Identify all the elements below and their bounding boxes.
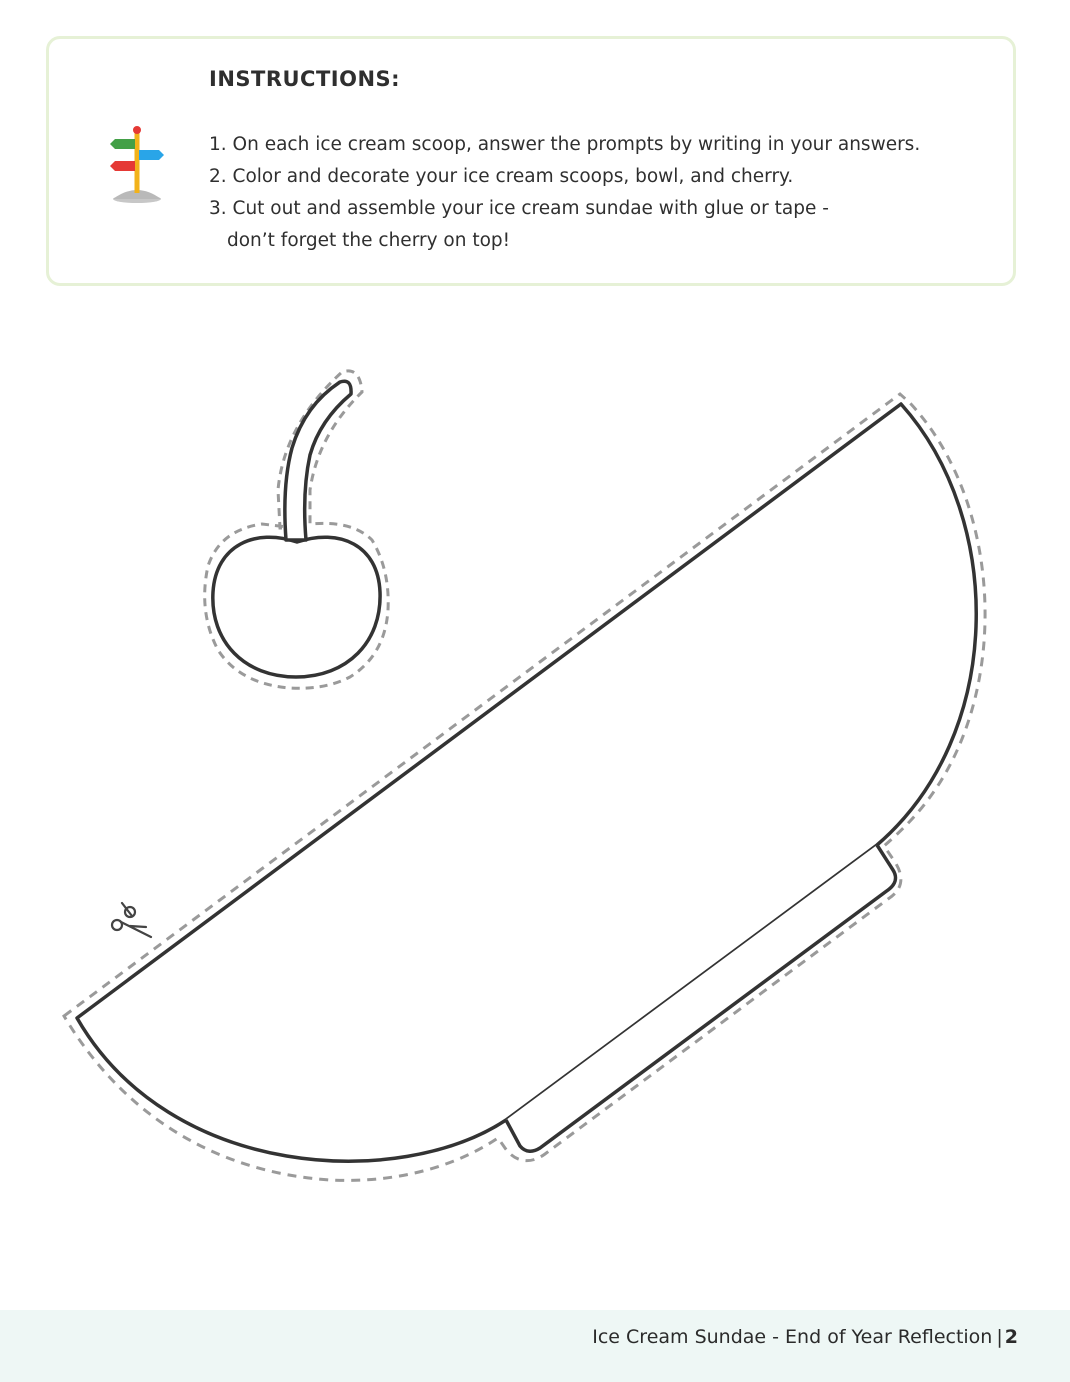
instructions-title: INSTRUCTIONS: (209, 67, 401, 91)
scissors-icon (112, 903, 151, 937)
footer-separator: | (996, 1326, 1003, 1348)
footer-title: Ice Cream Sundae - End of Year Reflection (592, 1326, 993, 1348)
bowl-outline (64, 394, 985, 1180)
page-number: 2 (1004, 1326, 1018, 1348)
instruction-step-1: 1. On each ice cream scoop, answer the prompts by writing in your answers. (209, 134, 921, 155)
footer-text (592, 1326, 1018, 1348)
footer (0, 1310, 1070, 1382)
cherry-outline (205, 371, 389, 688)
instruction-step-3-continued: don’t forget the cherry on top! (227, 230, 511, 251)
instruction-step-2: 2. Color and decorate your ice cream scoops, bowl, and cherry. (209, 166, 794, 187)
instruction-step-3: 3. Cut out and assemble your ice cream sundae with glue or tape - (209, 198, 829, 219)
